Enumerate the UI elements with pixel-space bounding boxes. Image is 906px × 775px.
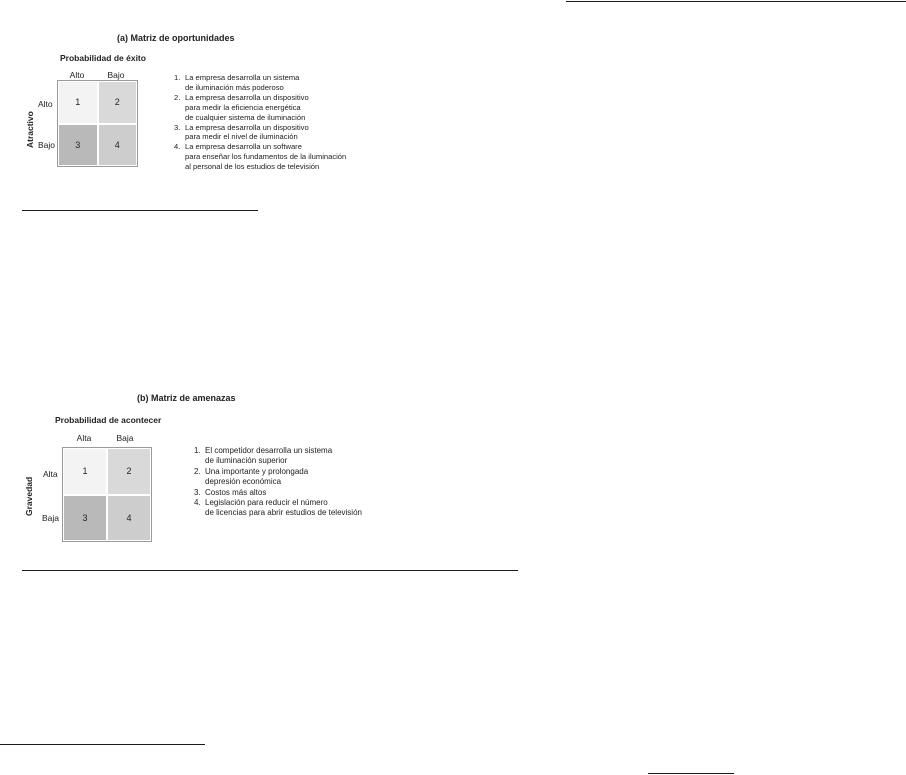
list-item: [194, 498, 362, 519]
opportunity-matrix-grid: [57, 80, 138, 167]
list-item-number: 4.: [194, 498, 201, 508]
list-item: [174, 123, 346, 143]
opportunity-matrix-title: (a) Matriz de oportunidades: [117, 33, 235, 43]
opportunity-top-axis-label: Probabilidad de éxito: [60, 53, 146, 63]
opportunity-cell-2: 2: [98, 81, 138, 124]
threat-col-label-1: Alta: [76, 433, 92, 443]
opportunity-cell-3: 3: [58, 124, 98, 167]
list-item-text: La empresa desarrolla un dispositivo para medir el nivel de iluminación: [185, 122, 309, 142]
list-item-number: 2.: [174, 92, 181, 102]
opportunity-list: [174, 73, 346, 172]
opportunity-row-label-1: Alto: [38, 99, 53, 109]
threat-cell-1: 1: [63, 448, 107, 495]
list-item-number: 3.: [174, 122, 181, 132]
list-item-number: 1.: [194, 446, 201, 455]
list-item: [174, 142, 346, 172]
threat-cell-3: 3: [63, 495, 107, 542]
list-item: [174, 73, 346, 93]
list-item-text: La empresa desarrolla un dispositivo para medir la eficiencia energética de cualquier sistema de iluminación: [185, 92, 309, 122]
rule-under-panel-b: [22, 570, 518, 571]
threat-list: [194, 446, 362, 519]
list-item-number: 4.: [174, 142, 181, 152]
list-item: [194, 488, 362, 498]
threat-cell-4: 4: [107, 495, 151, 542]
list-item-text: Costos más altos: [205, 487, 267, 497]
threat-side-axis-label: Gravedad: [24, 476, 34, 516]
threat-row-label-2: Baja: [42, 513, 60, 523]
list-item: [174, 93, 346, 123]
opportunity-row-label-2: Bajo: [38, 140, 56, 150]
rule-under-panel-a: [22, 210, 258, 211]
list-item-number: 2.: [194, 466, 201, 476]
threat-row-label-1: Alta: [43, 469, 58, 479]
top-right-rule: [566, 1, 906, 2]
list-item-number: 1.: [174, 73, 181, 82]
opportunity-cell-4: 4: [98, 124, 138, 167]
list-item-number: 3.: [194, 487, 201, 497]
threat-matrix-grid: [62, 447, 152, 542]
opportunity-col-label-2: Bajo: [107, 70, 125, 80]
opportunity-side-axis-label: Atractivo: [25, 111, 35, 148]
list-item: [194, 446, 362, 467]
list-item-text: La empresa desarrolla un sistema de iluminación más poderoso: [185, 73, 300, 92]
threat-col-label-2: Baja: [116, 433, 134, 443]
threat-top-axis-label: Probabilidad de acontecer: [55, 415, 162, 425]
list-item-text: El competidor desarrolla un sistema de iluminación superior: [205, 446, 333, 466]
list-item-text: La empresa desarrolla un software para enseñar los fundamentos de la iluminación al personal de los estudios de televisión: [185, 142, 347, 172]
list-item: [194, 467, 362, 488]
threat-cell-2: 2: [107, 448, 151, 495]
threat-matrix-title: (b) Matriz de amenazas: [137, 393, 236, 403]
opportunity-col-label-1: Alto: [69, 70, 85, 80]
bottom-left-rule: [0, 744, 205, 745]
bottom-right-rule: [648, 773, 734, 774]
opportunity-cell-1: 1: [58, 81, 98, 124]
list-item-text: Legislación para reducir el número de licencias para abrir estudios de televisión: [205, 498, 362, 518]
list-item-text: Una importante y prolongada depresión económica: [205, 466, 309, 487]
